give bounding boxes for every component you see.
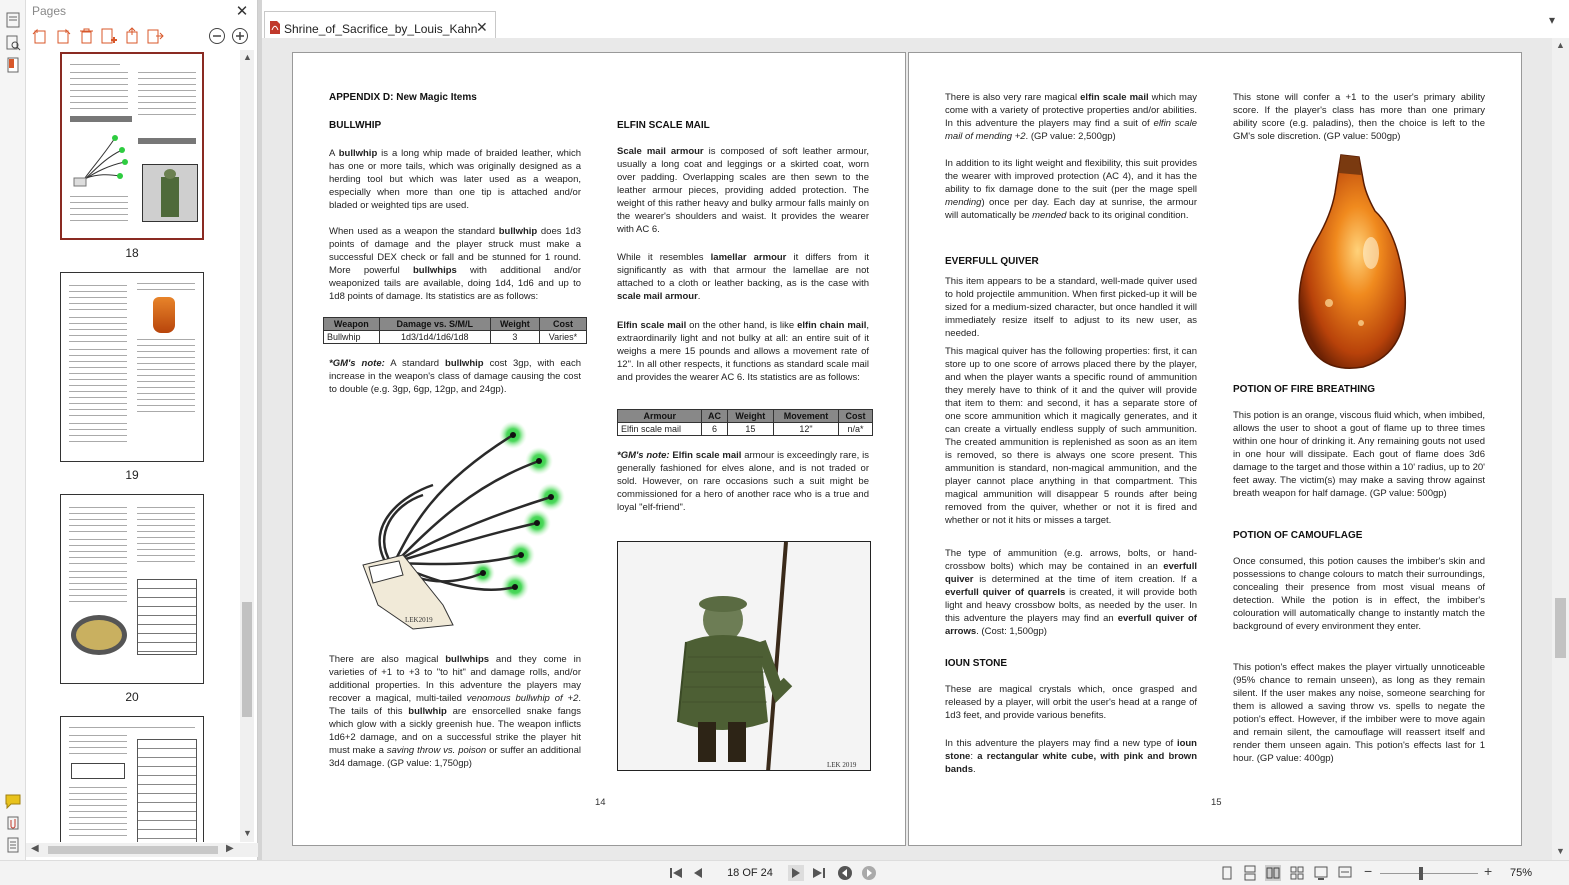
fit-page-icon[interactable] — [1313, 865, 1329, 881]
thumb-label-19: 19 — [125, 468, 139, 482]
table-header: AC — [702, 410, 727, 423]
page-thumbnail-20[interactable] — [60, 494, 204, 684]
table-header: Movement — [774, 410, 839, 423]
quiver-paragraph-2: This magical quiver has the following properties: first, it can store up to one score of arrows placed there by the player, and when the player wants a specific round of ammunition they merely have to think of it and the quiver will provide that item to them: and second, it has a separate store of one score ammunition which it magically generates, and it can create a virtually endless supply of such ammunition. The created ammunition is replenished as soon as an item is removed, so there is always one score present. This ammunition is standard, non-magical ammunition, and the player cannot place anything in that compartment. This magical ammunition will disappear 5 rounds after being removed from the quiver, whether or not it is fired and whether or not it hits or misses a target. — [945, 346, 1197, 526]
rotate-left-icon[interactable] — [31, 27, 49, 45]
zoom-out-thumbs-icon[interactable] — [208, 27, 226, 45]
zoom-slider-handle[interactable] — [1419, 867, 1423, 880]
bullwhip-heading: BULLWHIP — [329, 120, 382, 131]
replace-page-icon[interactable] — [146, 27, 164, 45]
tab-bar — [262, 6, 1569, 38]
page-thumbnail-18[interactable] — [60, 52, 204, 240]
page-thumbnail-21[interactable] — [60, 716, 204, 842]
ioun-paragraph-1: These are magical crystals which, once grasped and released by a player, will orbit the user's head at a range of 1d3 feet, and provide various benefits. — [945, 684, 1197, 721]
continuous-view-icon[interactable] — [1242, 865, 1258, 881]
ioun-continued-paragraph: This stone will confer a +1 to the user's primary ability score. If the player's class has more than one primary ability score (e.g. paladins), then the choice is left to the GM's sole discretion. (GP value: 500gp) — [1233, 92, 1485, 142]
zoom-slider[interactable] — [1380, 873, 1478, 874]
single-page-view-icon[interactable] — [1219, 865, 1235, 881]
zoom-in-button[interactable]: + — [1484, 863, 1493, 879]
go-forward-icon[interactable] — [861, 865, 877, 881]
layers-icon[interactable] — [5, 837, 21, 853]
page-number-field[interactable]: 18 OF 24 — [727, 867, 773, 879]
status-bar — [0, 860, 1569, 885]
quiver-paragraph-1: This item appears to be a standard, well-made quiver used to hold projectile ammunition. When first picked-up it will be sized for a medium-sized character, but once handled it will immediately resize itself to adjust to its new user, as needed. — [945, 276, 1197, 339]
thumbnail-list — [26, 50, 241, 842]
table-row: Elfin scale mail 6 15 12" n/a* — [618, 423, 873, 436]
bullwhip-paragraph-3: There are also magical bullwhips and they come in varieties of +1 to +3 to "to hit" and damage rolls, and/or additional properties. In this adventure the players may recover a magical, multi-tailed venomous bullwhip of +2. The tails of this bullwhip are ensorcelled snake fangs which glow with a sickly greenish hue. The weapon inflicts 1d6+2 damage, and on a successful strike the player hit must make a saving throw vs. poison or suffer an additional 3d4 damage. (GP value: 1,750gp) — [329, 654, 581, 769]
gm-note-elfin: *GM's note: Elfin scale mail armour is exceedingly rare, is generally fashioned for elves alone, and is not traded or sold. However, on rare occasions such a suit might be commissioned for a hero of another race who is a true and loyal "elf-friend". — [617, 450, 869, 513]
previous-page-icon[interactable] — [690, 865, 706, 881]
panel-title: Pages — [32, 4, 67, 18]
armour-stats-table — [617, 409, 873, 436]
tab-title: Shrine_of_Sacrifice_by_Louis_Kahn — [284, 22, 478, 36]
zoom-level[interactable]: 75% — [1510, 867, 1533, 879]
table-header: Armour — [618, 410, 702, 423]
table-header: Weight — [490, 318, 539, 331]
facing-view-icon[interactable] — [1265, 865, 1281, 881]
left-rail — [0, 0, 26, 885]
everfull-quiver-heading: EVERFULL QUIVER — [945, 256, 1039, 267]
appendix-title: APPENDIX D: New Magic Items — [329, 92, 477, 103]
ioun-stone-heading: IOUN STONE — [945, 658, 1008, 669]
tab-list-chevron-icon[interactable]: ▾ — [1549, 13, 1556, 27]
first-page-icon[interactable] — [668, 865, 684, 881]
elfin-mending-paragraph: There is also very rare magical elfin scale mail which may come with a variety of protective properties and/or abilities. In this adventure the players may find a suit of elfin scale mail of mending +2. (GP value: 2,500gp) — [945, 92, 1197, 142]
table-header: Cost — [539, 318, 586, 331]
whip-signature: LEK2019 — [405, 616, 433, 624]
page-15 — [908, 52, 1522, 846]
pdf-file-icon — [270, 21, 280, 34]
document-scrollbar[interactable]: ▲ ▼ — [1552, 38, 1569, 860]
table-header: Cost — [838, 410, 872, 423]
bullwhip-paragraph-1: A bullwhip is a long whip made of braided leather, which has one or more tails, which was originally designed as a herding tool but which was later used as a weapon, especially when more than one tip is attached and/or bladed or weighted tips are used. — [329, 148, 581, 211]
panel-close-icon[interactable]: ✕ — [235, 3, 249, 20]
table-header: Weight — [727, 410, 773, 423]
zoom-out-button[interactable]: − — [1364, 863, 1373, 879]
elfin-heading: ELFIN SCALE MAIL — [617, 120, 710, 131]
soldier-signature: LEK 2019 — [827, 761, 857, 769]
delete-page-icon[interactable] — [77, 27, 95, 45]
pages-panel-icon[interactable] — [5, 12, 21, 28]
page-14 — [292, 52, 906, 846]
camouflage-heading: POTION OF CAMOUFLAGE — [1233, 530, 1363, 541]
camouflage-paragraph-1: Once consumed, this potion causes the imbiber's skin and possessions to change colours to match their surroundings, concealing their presence from most visual means of detection. While the potion is in effect, the imbiber's colouration will automatically change to instantly match the background of every environment they enter. — [1233, 556, 1485, 632]
camouflage-paragraph-2: This potion's effect makes the player virtually unnoticeable (95% chance to remain unseen), as long as they remain silent. If the user makes any noise, someone searching for them is allowed a saving throw vs. spells to negate the potion's effect. However, if the imbiber were to move again and remain silent, the camouflage will reassert itself and render them unseen again. This potion's effects last for 1 hour. (GP value: 400gp) — [1233, 662, 1485, 764]
table-header: Damage vs. S/M/L — [379, 318, 490, 331]
page-number-15: 15 — [1211, 797, 1222, 808]
next-page-icon[interactable] — [788, 865, 804, 881]
tab-close-icon[interactable]: ✕ — [476, 19, 488, 35]
attachment-icon[interactable] — [5, 815, 21, 831]
fire-breathing-paragraph: This potion is an orange, viscous fluid which, when imbibed, allows the user to shoot a gout of flame up to three times within one hour of drinking it. Any remaining gouts not used in one hour will dissipate. Each gout of flame does 3d6 damage to the target and those within a 10' radius, up to 20' feet away. The victim(s) may make a saving throw against breath weapon for half damage. (GP value: 500gp) — [1233, 410, 1485, 499]
comment-icon[interactable] — [5, 793, 21, 809]
soldier-illustration — [617, 541, 871, 771]
rotate-right-icon[interactable] — [54, 27, 72, 45]
thumbnail-scrollbar[interactable]: ▲ ▼ — [240, 50, 254, 842]
quiver-paragraph-3: The type of ammunition (e.g. arrows, bolts, or hand-crossbow bolts) which may be contained in an everfull quiver is determined at the time of item creation. If a everfull quiver of quarrels is created, it will provide both light and heavy crossbow bolts, as needed by the user. In this adventure the players may find an everfull quiver of arrows. (Cost: 1,500gp) — [945, 548, 1197, 637]
search-pages-icon[interactable] — [5, 35, 21, 51]
continuous-facing-view-icon[interactable] — [1289, 865, 1305, 881]
table-row: Bullwhip 1d3/1d4/1d6/1d8 3 Varies* — [324, 331, 587, 344]
gm-note-bullwhip: *GM's note: A standard bullwhip cost 3gp, with each increase in the weapon's class of damage causing the cost to double (e.g. 3gp, 6gp, 12gp, and 24gp). — [329, 358, 581, 395]
fit-width-icon[interactable] — [1337, 865, 1353, 881]
bookmark-icon[interactable] — [5, 57, 21, 73]
elfin-paragraph-2: While it resembles lamellar armour it differs from it significantly as with that armour the lamellae are not attached to a cloth or leather backing, as is the case with scale mail armour. — [617, 252, 869, 302]
whip-stats-table — [323, 317, 587, 344]
elfin-paragraph-1: Scale mail armour is composed of soft leather armour, usually a long coat and leggings or a skirted coat, worn over padding. Overlapping scales are then sewn to the leather armour pieces, providing added protection. The weight of this rather heavy and bulky armour falls mainly on the wearer's shoulders and waist. It provides the wearer with AC 6. — [617, 146, 869, 235]
extract-page-icon[interactable] — [124, 27, 142, 45]
go-back-icon[interactable] — [837, 865, 853, 881]
thumb-label-18: 18 — [125, 246, 139, 260]
ioun-paragraph-2: In this adventure the players may find a new type of ioun stone: a rectangular white cube, with pink and brown bands. — [945, 738, 1197, 775]
page-thumbnail-19[interactable] — [60, 272, 204, 462]
document-viewer — [262, 38, 1552, 860]
thumb-label-20: 20 — [125, 690, 139, 704]
last-page-icon[interactable] — [811, 865, 827, 881]
insert-page-icon[interactable] — [99, 27, 117, 45]
bullwhip-paragraph-2: When used as a weapon the standard bullwhip does 1d3 points of damage and the player struck must make a successful DEX check or fall and be stunned for 1 round. More powerful bullwhips with additional and/or weaponized tails are available, doing 1d4, 1d6 and up to 1d8 points of damage. Its statistics are as follows: — [329, 226, 581, 302]
page-number-14: 14 — [595, 797, 606, 808]
elfin-mending-detail: In addition to its light weight and flexibility, this suit provides the wearer with improved protection (AC 4), and it has the ability to fix damage done to the suit (per the mage spell mending) once per day. Each day at sunrise, the armour will automatically be mended back to its original condition. — [945, 158, 1197, 221]
elfin-paragraph-3: Elfin scale mail on the other hand, is like elfin chain mail, extraordinarily light and not bulky at all: an entire suit of it weighs a mere 15 pounds and allows a movement rate of 12". In all other respects, it functions as standard scale mail and provides the wearer AC 6. Its statistics are as follows: — [617, 320, 869, 383]
table-header: Weapon — [324, 318, 380, 331]
fire-breathing-heading: POTION OF FIRE BREATHING — [1233, 384, 1376, 395]
zoom-in-thumbs-icon[interactable] — [231, 27, 249, 45]
thumbnail-hscrollbar[interactable]: ◀ ▶ — [26, 843, 258, 857]
bullwhip-illustration — [333, 415, 573, 631]
pages-panel — [26, 0, 258, 860]
potion-bottle-illustration — [1291, 153, 1423, 373]
